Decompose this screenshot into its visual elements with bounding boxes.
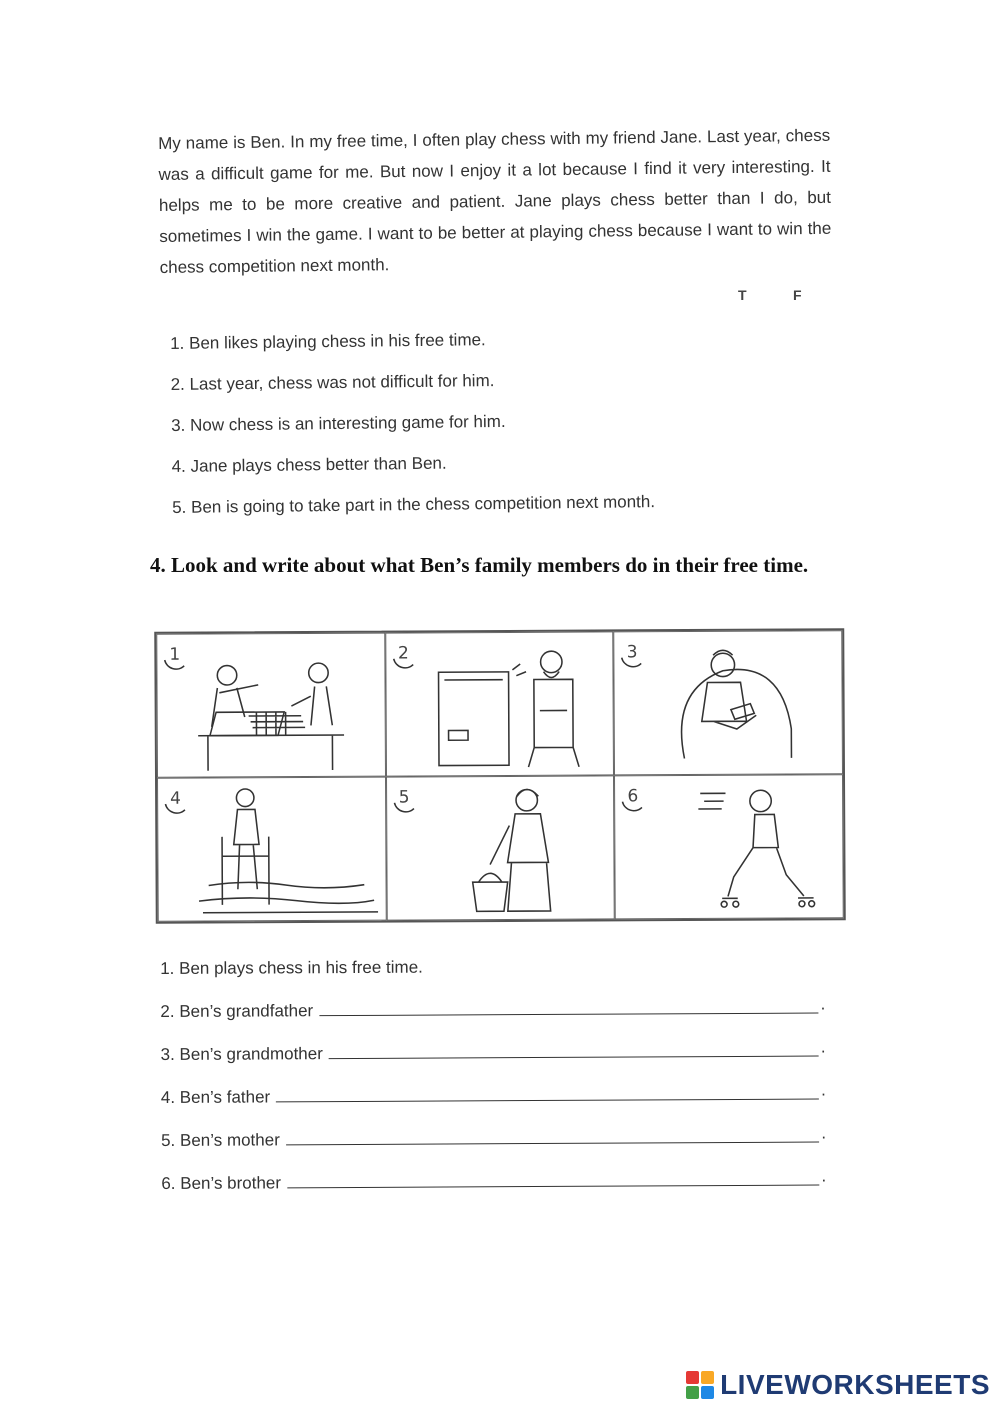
- true-column-header: T: [738, 287, 747, 303]
- answer-row-2: [160, 976, 825, 1022]
- answer-prompt: 4. Ben’s father: [160, 1087, 271, 1107]
- grandfather-tv-icon: [386, 632, 613, 775]
- answer-row-3: [160, 1019, 825, 1065]
- answer-blank[interactable]: [319, 1012, 818, 1017]
- picture-cell-3: [614, 630, 843, 775]
- picture-cell-1: [156, 633, 385, 778]
- picture-grid: [154, 628, 846, 924]
- example-answer: [160, 933, 825, 979]
- statement-1: 1. Ben likes playing chess in his free time.: [170, 330, 486, 353]
- logo-square-blue: [701, 1386, 714, 1399]
- true-false-statements: [170, 325, 732, 537]
- picture-number: 2: [397, 643, 409, 664]
- grandmother-reading-icon: [615, 631, 842, 774]
- answer-prompt: 2. Ben’s grandfather: [160, 1001, 314, 1021]
- answer-row-6: [161, 1148, 826, 1194]
- false-column-header: F: [793, 287, 802, 303]
- answer-blank[interactable]: [329, 1055, 819, 1060]
- statement-4: 4. Jane plays chess better than Ben.: [171, 453, 447, 476]
- answer-blank[interactable]: [287, 1184, 820, 1189]
- answer-prompt: 6. Ben’s brother: [161, 1173, 282, 1193]
- chess-players-icon: [157, 634, 384, 777]
- father-swimming-icon: [158, 778, 385, 921]
- liveworksheets-logo-icon: [686, 1371, 714, 1399]
- picture-number: 5: [398, 787, 410, 808]
- answer-prompt: 3. Ben’s grandmother: [160, 1044, 323, 1064]
- picture-cell-4: [157, 777, 386, 922]
- section-4-title: 4. Look and write about what Ben’s family members do in their free time.: [150, 553, 809, 577]
- picture-cell-6: [614, 774, 843, 919]
- answer-prompt: 5. Ben’s mother: [161, 1130, 280, 1150]
- sentence-end: .: [821, 1166, 827, 1186]
- answer-blank[interactable]: [276, 1098, 819, 1103]
- answer-blank[interactable]: [286, 1141, 820, 1146]
- picture-number: 3: [626, 642, 638, 663]
- mother-shopping-icon: [387, 776, 614, 919]
- logo-square-red: [686, 1371, 699, 1384]
- sentence-end: .: [820, 994, 826, 1014]
- sentence-end: .: [820, 1037, 826, 1057]
- example-sentence: 1. Ben plays chess in his free time.: [160, 957, 423, 978]
- sentence-end: .: [821, 1080, 826, 1100]
- reading-passage: My name is Ben. In my free time, I often play chess with my friend Jane. Last year, chess was a difficult game for me. But now I enjoy it a lot because I find it very interesting. It helps me to be more creative and patient. Jane plays chess better than I do, but sometimes I win the game. I want to be better at playing chess because I want to win the chess competition next month.: [158, 125, 832, 277]
- statement-5: 5. Ben is going to take part in the chess competition next month.: [172, 492, 656, 517]
- brother-skating-icon: [615, 775, 842, 918]
- liveworksheets-watermark: [686, 1365, 990, 1405]
- watermark-text: LIVEWORKSHEETS: [720, 1369, 990, 1400]
- statement-2: 2. Last year, chess was not difficult for him.: [170, 371, 495, 394]
- answer-list: [160, 933, 826, 1194]
- logo-square-yellow: [701, 1371, 714, 1384]
- picture-number: 6: [627, 786, 639, 807]
- picture-number: 1: [169, 644, 181, 665]
- statement-3: 3. Now chess is an interesting game for him.: [171, 411, 506, 435]
- answer-row-5: [161, 1105, 826, 1151]
- picture-cell-2: [385, 631, 614, 776]
- picture-cell-5: [386, 775, 615, 920]
- answer-row-4: [161, 1062, 826, 1108]
- logo-square-green: [686, 1386, 699, 1399]
- picture-number: 4: [170, 788, 181, 809]
- sentence-end: .: [821, 1123, 827, 1143]
